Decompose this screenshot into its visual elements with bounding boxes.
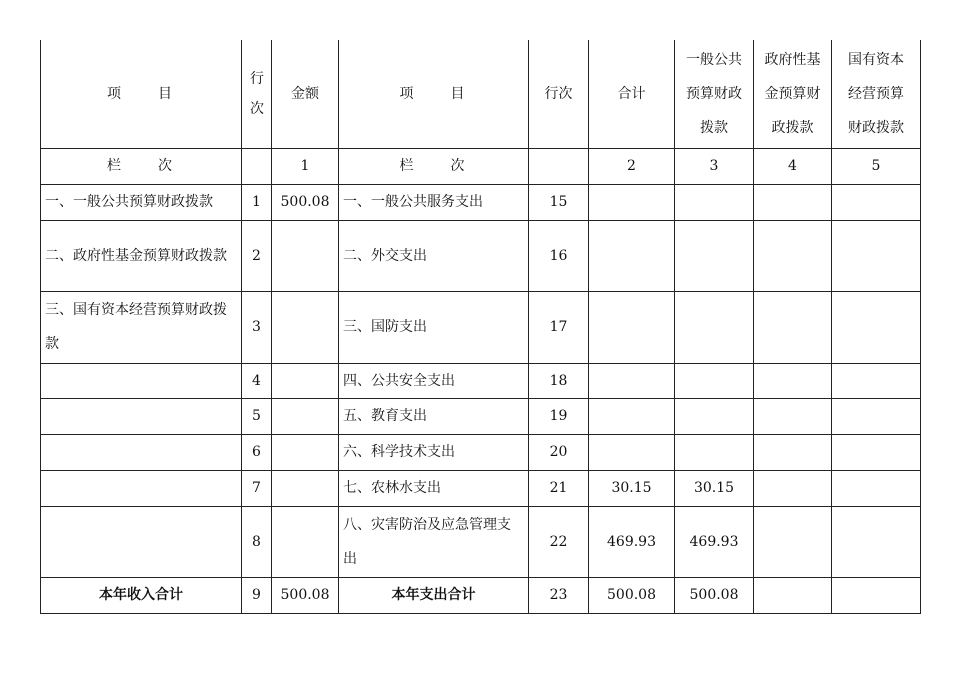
expense-total-fund — [754, 577, 832, 613]
expense-total — [589, 434, 675, 470]
table-row — [41, 398, 921, 434]
expense-total-state — [832, 577, 921, 613]
expense-fund — [754, 184, 832, 220]
income-total-label: 本年收入合计 — [41, 577, 242, 613]
table-row — [41, 220, 921, 291]
header-item: 项 目 — [41, 40, 242, 148]
expense-fund — [754, 470, 832, 506]
expense-total: 30.15 — [589, 470, 675, 506]
expense-general: 469.93 — [675, 506, 754, 577]
income-item — [41, 363, 242, 398]
income-rownum: 3 — [242, 291, 272, 363]
expense-total-sum: 500.08 — [589, 577, 675, 613]
expense-rownum: 15 — [529, 184, 589, 220]
table-row — [41, 470, 921, 506]
col-5: 5 — [832, 148, 921, 184]
col-1: 1 — [272, 148, 339, 184]
expense-total — [589, 220, 675, 291]
column-index-row — [41, 148, 921, 184]
expense-total: 469.93 — [589, 506, 675, 577]
expense-rownum: 22 — [529, 506, 589, 577]
expense-general — [675, 398, 754, 434]
expense-item: 五、教育支出 — [339, 398, 529, 434]
expense-total — [589, 398, 675, 434]
income-rownum: 5 — [242, 398, 272, 434]
income-item: 二、政府性基金预算财政拨款 — [41, 220, 242, 291]
expense-total — [589, 363, 675, 398]
expense-item: 四、公共安全支出 — [339, 363, 529, 398]
expense-general — [675, 434, 754, 470]
expense-state — [832, 184, 921, 220]
income-rownum: 4 — [242, 363, 272, 398]
expense-fund — [754, 506, 832, 577]
expense-rownum: 20 — [529, 434, 589, 470]
table-row — [41, 184, 921, 220]
expense-item: 一、一般公共服务支出 — [339, 184, 529, 220]
income-item — [41, 506, 242, 577]
table-row — [41, 434, 921, 470]
header-rownum: 行次 — [242, 40, 272, 148]
income-rownum: 2 — [242, 220, 272, 291]
income-amount — [272, 398, 339, 434]
income-item — [41, 470, 242, 506]
expense-general — [675, 184, 754, 220]
expense-state — [832, 434, 921, 470]
expense-total-label: 本年支出合计 — [339, 577, 529, 613]
expense-state — [832, 470, 921, 506]
income-amount — [272, 291, 339, 363]
expense-total-rownum: 23 — [529, 577, 589, 613]
income-amount — [272, 363, 339, 398]
expense-item: 八、灾害防治及应急管理支出 — [339, 506, 529, 577]
income-amount — [272, 506, 339, 577]
income-amount — [272, 434, 339, 470]
income-amount: 500.08 — [272, 184, 339, 220]
expense-state — [832, 291, 921, 363]
income-item — [41, 434, 242, 470]
col-4: 4 — [754, 148, 832, 184]
expense-item: 三、国防支出 — [339, 291, 529, 363]
income-rownum: 7 — [242, 470, 272, 506]
income-rownum: 6 — [242, 434, 272, 470]
table-row — [41, 291, 921, 363]
expense-rownum: 21 — [529, 470, 589, 506]
expense-general — [675, 220, 754, 291]
table-row — [41, 506, 921, 577]
income-item: 一、一般公共预算财政拨款 — [41, 184, 242, 220]
expense-fund — [754, 363, 832, 398]
col-label-2: 栏 次 — [339, 148, 529, 184]
expense-fund — [754, 220, 832, 291]
table-row — [41, 363, 921, 398]
header-state: 国有资本经营预算财政拨款 — [832, 40, 921, 148]
header-total: 合计 — [589, 40, 675, 148]
budget-table — [40, 40, 921, 614]
header-row — [41, 40, 921, 148]
expense-item: 七、农林水支出 — [339, 470, 529, 506]
income-total-amount: 500.08 — [272, 577, 339, 613]
expense-state — [832, 398, 921, 434]
header-fund: 政府性基金预算财政拨款 — [754, 40, 832, 148]
expense-item: 二、外交支出 — [339, 220, 529, 291]
col-empty-1 — [242, 148, 272, 184]
expense-rownum: 19 — [529, 398, 589, 434]
expense-total-general: 500.08 — [675, 577, 754, 613]
expense-fund — [754, 291, 832, 363]
income-item — [41, 398, 242, 434]
totals-row — [41, 577, 921, 613]
expense-fund — [754, 398, 832, 434]
income-amount — [272, 470, 339, 506]
expense-general — [675, 363, 754, 398]
header-amount: 金额 — [272, 40, 339, 148]
expense-total — [589, 291, 675, 363]
header-general: 一般公共预算财政拨款 — [675, 40, 754, 148]
income-amount — [272, 220, 339, 291]
col-empty-2 — [529, 148, 589, 184]
expense-rownum: 16 — [529, 220, 589, 291]
header-rownum-2: 行次 — [529, 40, 589, 148]
income-total-rownum: 9 — [242, 577, 272, 613]
expense-rownum: 17 — [529, 291, 589, 363]
expense-general — [675, 291, 754, 363]
expense-fund — [754, 434, 832, 470]
header-item-2: 项 目 — [339, 40, 529, 148]
col-3: 3 — [675, 148, 754, 184]
col-2: 2 — [589, 148, 675, 184]
col-label: 栏 次 — [41, 148, 242, 184]
income-rownum: 8 — [242, 506, 272, 577]
expense-general: 30.15 — [675, 470, 754, 506]
expense-total — [589, 184, 675, 220]
expense-state — [832, 363, 921, 398]
income-rownum: 1 — [242, 184, 272, 220]
expense-item: 六、科学技术支出 — [339, 434, 529, 470]
expense-state — [832, 506, 921, 577]
expense-rownum: 18 — [529, 363, 589, 398]
income-item: 三、国有资本经营预算财政拨款 — [41, 291, 242, 363]
expense-state — [832, 220, 921, 291]
